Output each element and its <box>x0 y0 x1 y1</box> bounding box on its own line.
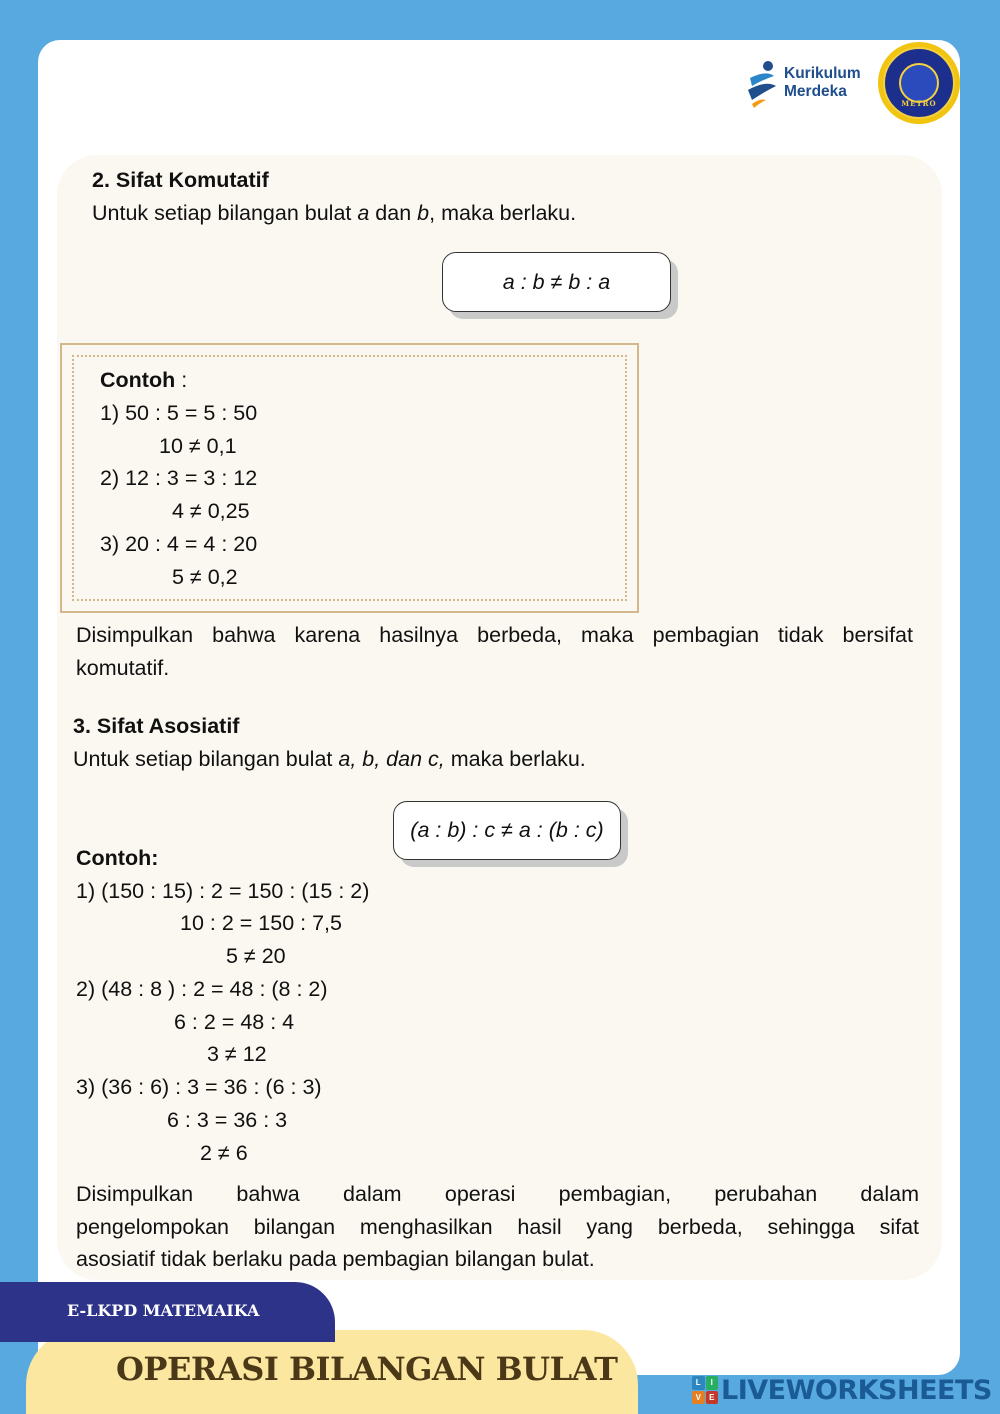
liveworksheets-icon: L I V E <box>692 1376 718 1404</box>
footer-label: E-LKPD MATEMAIKA <box>67 1301 260 1320</box>
commutative-example-1: 1) 50 : 5 = 5 : 50 <box>100 401 258 425</box>
associative-example-3-result: 2 ≠ 6 <box>200 1141 248 1165</box>
section3-title: 3. Sifat Asosiatif <box>73 714 240 738</box>
associative-example-1-step: 10 : 2 = 150 : 7,5 <box>180 911 342 935</box>
associative-conclusion: Disimpulkan bahwa dalam operasi pembagian, perubahan dalam pengelompokan bilangan menghasilkan hasil yang berbeda, sehingga sifat asosiatif tidak berlaku pada pembagian bilangan bulat. <box>76 1182 919 1272</box>
university-seal <box>878 42 960 124</box>
section3-intro: Untuk setiap bilangan bulat a, b, dan c, maka berlaku. <box>73 747 586 771</box>
seal-text: METRO <box>901 99 937 108</box>
commutative-example-2: 2) 12 : 3 = 3 : 12 <box>100 466 258 490</box>
seal-emblem-icon <box>899 63 939 103</box>
kurikulum-merdeka-icon <box>744 60 780 108</box>
section2-intro: Untuk setiap bilangan bulat a dan b, maka berlaku. <box>92 201 577 225</box>
associative-example-2-step: 6 : 2 = 48 : 4 <box>174 1010 295 1034</box>
kurikulum-merdeka-logo <box>744 60 874 110</box>
commutative-formula: a : b ≠ b : a <box>442 252 671 312</box>
associative-example-label: Contoh: <box>76 846 159 870</box>
commutative-example-2-result: 4 ≠ 0,25 <box>172 499 250 523</box>
associative-example-2: 2) (48 : 8 ) : 2 = 48 : (8 : 2) <box>76 977 328 1001</box>
associative-example-2-result: 3 ≠ 12 <box>207 1042 267 1066</box>
footer-title-banner <box>26 1330 638 1414</box>
liveworksheets-brand[interactable] <box>692 1372 992 1408</box>
commutative-example-1-result: 10 ≠ 0,1 <box>159 434 237 458</box>
associative-example-3: 3) (36 : 6) : 3 = 36 : (6 : 3) <box>76 1075 322 1099</box>
logo-text-merdeka: Merdeka <box>784 83 847 100</box>
commutative-example-label: Contoh : <box>100 368 188 392</box>
logo-text-kurikulum: Kurikulum <box>784 65 861 82</box>
associative-formula: (a : b) : c ≠ a : (b : c) <box>393 801 621 860</box>
commutative-example-3: 3) 20 : 4 = 4 : 20 <box>100 532 258 556</box>
associative-example-1-result: 5 ≠ 20 <box>226 944 286 968</box>
commutative-example-3-result: 5 ≠ 0,2 <box>172 565 238 589</box>
footer-title: OPERASI BILANGAN BULAT <box>116 1350 618 1388</box>
commutative-conclusion: Disimpulkan bahwa karena hasilnya berbeda, maka pembagian tidak bersifat komutatif. <box>76 623 913 680</box>
section2-title: 2. Sifat Komutatif <box>92 168 269 192</box>
associative-example-1: 1) (150 : 15) : 2 = 150 : (15 : 2) <box>76 879 370 903</box>
footer-label-banner <box>0 1282 335 1342</box>
associative-example-3-step: 6 : 3 = 36 : 3 <box>167 1108 288 1132</box>
liveworksheets-text: LIVEWORKSHEETS <box>721 1374 992 1406</box>
